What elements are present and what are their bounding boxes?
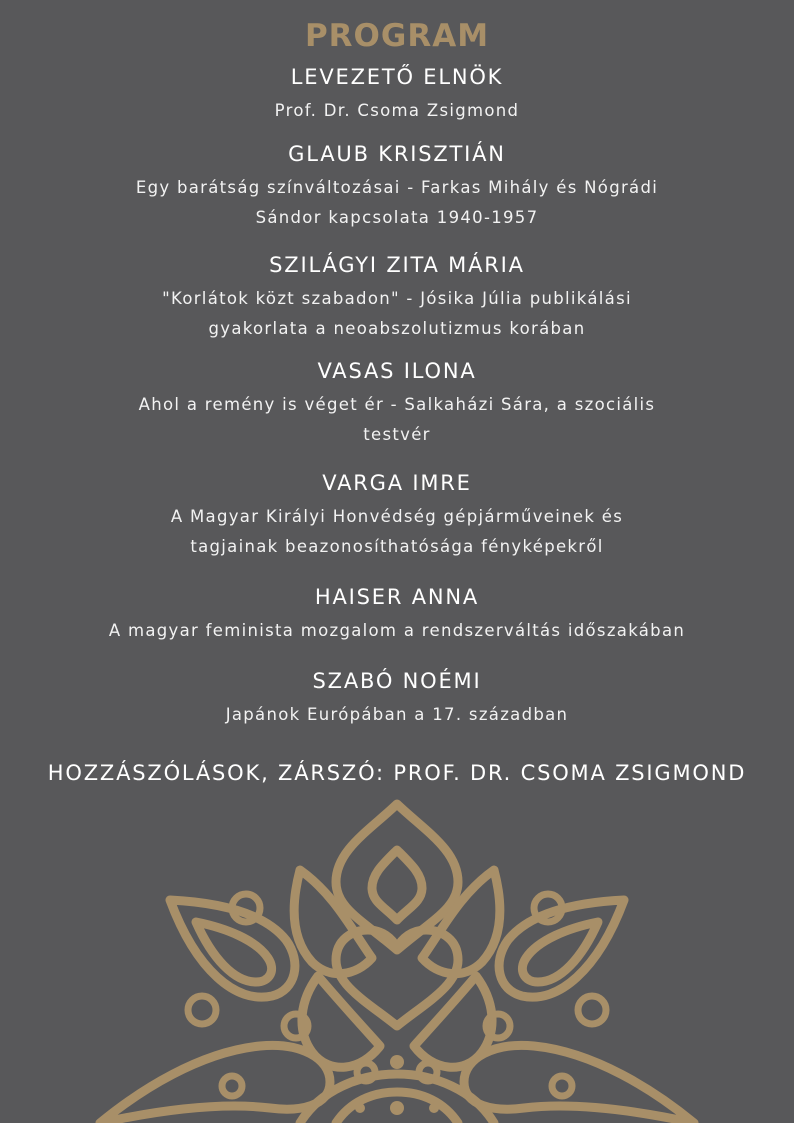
talk-title: "Korlátok közt szabadon" - Jósika Júlia publikálási gyakorlata a neoabszolutizmus korában bbox=[162, 289, 632, 338]
speaker-name: SZABÓ NOÉMI bbox=[312, 669, 482, 693]
talk-item bbox=[0, 667, 794, 730]
talk-item bbox=[0, 251, 794, 344]
chair-name: Prof. Dr. Csoma Zsigmond bbox=[274, 101, 520, 120]
mandala-ornament bbox=[0, 790, 794, 1123]
talk-item bbox=[0, 357, 794, 450]
speaker-name: GLAUB KRISZTIÁN bbox=[288, 142, 506, 166]
chair-block bbox=[0, 63, 794, 126]
chair-label: LEVEZETŐ ELNÖK bbox=[290, 65, 504, 89]
talk-item bbox=[0, 469, 794, 562]
talk-item bbox=[0, 140, 794, 233]
talk-title: Japánok Európában a 17. században bbox=[225, 705, 569, 724]
talk-title: Egy barátság színváltozásai - Farkas Mihály és Nógrádi Sándor kapcsolata 1940-1957 bbox=[135, 178, 659, 227]
speaker-name: SZILÁGYI ZITA MÁRIA bbox=[269, 253, 525, 277]
talk-title: A Magyar Királyi Honvédség gépjárműveinek és tagjainak beazonosíthatósága fényképekről bbox=[170, 507, 624, 556]
talk-title: A magyar feminista mozgalom a rendszerváltás időszakában bbox=[108, 621, 686, 640]
speaker-name: VASAS ILONA bbox=[317, 359, 477, 383]
closing-remarks: HOZZÁSZÓLÁSOK, ZÁRSZÓ: PROF. DR. CSOMA ZSIGMOND bbox=[47, 761, 747, 785]
page-title: PROGRAM bbox=[304, 18, 490, 54]
talk-title: Ahol a remény is véget ér - Salkaházi Sára, a szociális testvér bbox=[138, 395, 656, 444]
speaker-name: VARGA IMRE bbox=[322, 471, 472, 495]
speaker-name: HAISER ANNA bbox=[314, 585, 480, 609]
talk-item bbox=[0, 583, 794, 646]
